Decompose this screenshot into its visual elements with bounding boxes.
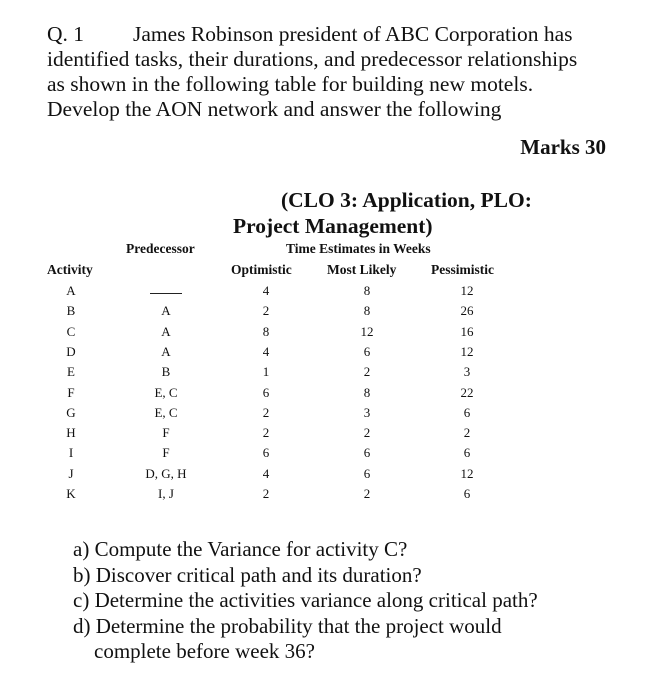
cell-activity: B — [66, 303, 76, 319]
cell-predecessor: F — [162, 445, 170, 461]
cell-pessimistic: 12 — [460, 283, 474, 298]
cell-optimistic: 4 — [262, 465, 270, 481]
cell-optimistic: 6 — [262, 384, 270, 400]
cell-optimistic: 1 — [262, 364, 270, 380]
cell-activity: J — [68, 465, 74, 481]
cell-pessimistic: 2 — [463, 425, 471, 441]
cell-optimistic: 8 — [262, 323, 270, 339]
question-line-2: identified tasks, their durations, and predecessor relationships — [47, 47, 578, 71]
marks-label: Marks 30 — [520, 135, 606, 159]
cell-activity: D — [66, 343, 76, 359]
cell-optimistic: 4 — [262, 283, 270, 298]
cell-optimistic: 2 — [262, 404, 270, 420]
cell-activity: A — [66, 283, 76, 298]
cell-optimistic: 2 — [262, 425, 270, 441]
question-number: Q. 1 — [47, 22, 85, 46]
no-predecessor-dash — [150, 293, 182, 294]
cell-predecessor: A — [161, 343, 171, 359]
cell-predecessor: I, J — [158, 486, 174, 501]
cell-pessimistic: 6 — [463, 486, 471, 501]
cell-most-likely: 2 — [363, 425, 371, 441]
cell-most-likely: 2 — [363, 364, 371, 380]
cell-activity: C — [66, 323, 76, 339]
cell-most-likely: 6 — [363, 445, 371, 461]
cell-most-likely: 8 — [363, 303, 371, 319]
cell-predecessor: E, C — [154, 404, 178, 420]
question-d: d) Determine the probability that the project would — [73, 613, 502, 638]
cell-pessimistic: 6 — [463, 445, 471, 461]
cell-predecessor: E, C — [154, 384, 178, 400]
cell-predecessor: F — [162, 425, 170, 441]
cell-pessimistic: 12 — [460, 465, 474, 481]
cell-activity: H — [66, 425, 76, 441]
cell-predecessor: A — [161, 303, 171, 319]
cell-pessimistic: 12 — [460, 343, 474, 359]
header-optimistic: Optimistic — [231, 262, 292, 277]
cell-most-likely: 2 — [363, 486, 371, 501]
cell-most-likely: 6 — [363, 465, 371, 481]
cell-pessimistic: 26 — [460, 303, 474, 319]
question-line-4: Develop the AON network and answer the following — [47, 97, 502, 121]
header-most-likely: Most Likely — [327, 262, 397, 277]
question-b: b) Discover critical path and its duration? — [73, 562, 422, 587]
cell-most-likely: 8 — [363, 283, 371, 298]
question-c: c) Determine the activities variance along critical path? — [73, 588, 538, 612]
clo-line-1: (CLO 3: Application, PLO: — [281, 188, 532, 212]
cell-pessimistic: 6 — [463, 404, 471, 420]
header-activity: Activity — [47, 262, 93, 277]
clo-line-2: Project Management) — [233, 214, 433, 238]
question-line-1: James Robinson president of ABC Corporation has — [133, 22, 573, 46]
cell-activity: I — [68, 445, 74, 461]
question-paragraph — [47, 22, 647, 122]
question-d-continued: complete before week 36? — [94, 639, 315, 663]
cell-activity: E — [67, 364, 75, 380]
cell-activity: K — [66, 486, 76, 501]
cell-optimistic: 4 — [262, 343, 270, 359]
cell-optimistic: 2 — [262, 486, 270, 501]
cell-optimistic: 2 — [262, 303, 270, 319]
cell-most-likely: 8 — [363, 384, 371, 400]
header-predecessor: Predecessor — [126, 241, 195, 256]
cell-most-likely: 6 — [363, 343, 371, 359]
cell-most-likely: 12 — [360, 323, 374, 339]
header-time-estimates: Time Estimates in Weeks — [286, 241, 431, 256]
question-line-3: as shown in the following table for building new motels. — [47, 72, 534, 96]
question-list — [73, 537, 538, 665]
header-pessimistic: Pessimistic — [431, 262, 494, 277]
cell-predecessor: D, G, H — [145, 465, 187, 481]
cell-pessimistic: 3 — [463, 364, 471, 380]
cell-pessimistic: 22 — [460, 384, 474, 400]
cell-activity: G — [66, 404, 76, 420]
clo-heading — [233, 187, 532, 239]
cell-activity: F — [67, 384, 75, 400]
cell-pessimistic: 16 — [460, 323, 474, 339]
cell-optimistic: 6 — [262, 445, 270, 461]
cell-predecessor: A — [161, 323, 171, 339]
question-a: a) Compute the Variance for activity C? — [73, 537, 408, 561]
cell-predecessor: B — [161, 364, 171, 380]
cell-most-likely: 3 — [363, 404, 371, 420]
